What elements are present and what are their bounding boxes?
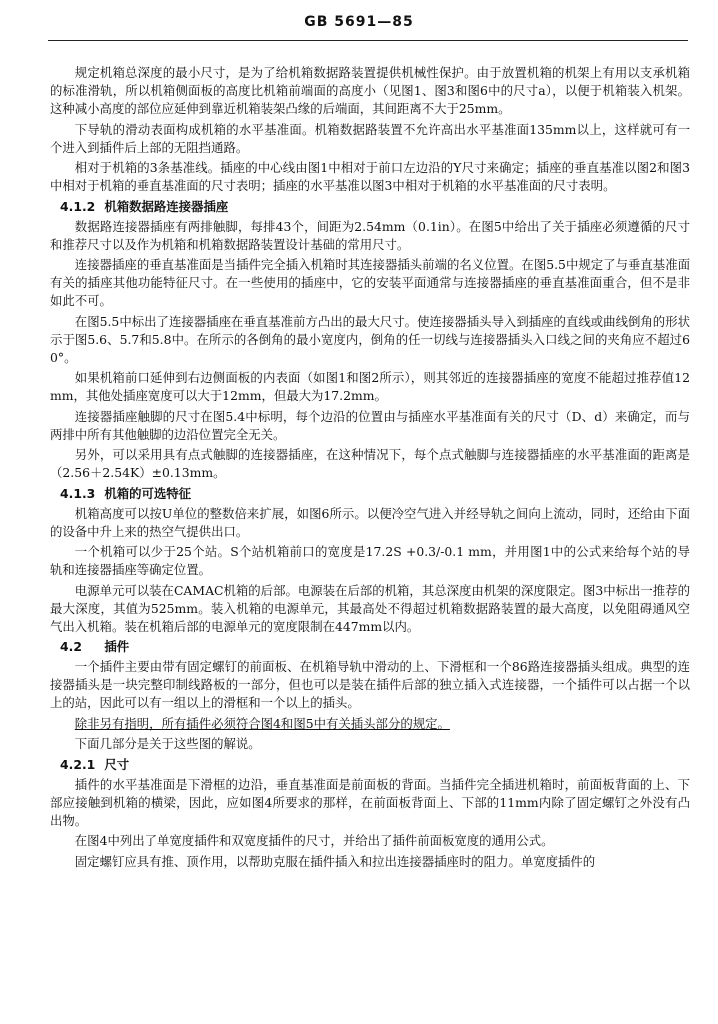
page-header: GB 5691—85 [304,14,414,30]
header-rule [48,40,688,41]
section-number: 4.2 [60,639,82,654]
section-number: 4.2.1 [60,756,96,772]
paragraph: 如果机箱前口延伸到右边侧面板的内表面（如图1和图2所示），则其邻近的连接器插座的宽度不能超过推荐值12mm，其他处插座宽度可以大于12mm，但最大为17.2mm。 [50,370,690,403]
paragraph: 电源单元可以装在CAMAC机箱的后部。电源装在后部的机箱，其总深度由机架的深度限定。图3中标出一推荐的最大深度，其值为525mm。装入机箱的电源单元，其最高处不得超过机箱数据路装置的最大高度，以免阻碍通风空气出入机箱。装在机箱后部的电源单元的宽度限制在447mm以内。 [50,582,690,634]
paragraph: 插件的水平基准面是下滑框的边沿，垂直基准面是前面板的背面。当插件完全插进机箱时，前面板背面的上、下部应接触到机箱的横梁，因此，应如图4所要求的那样，在前面板背面上、下部的11mm内除了固定螺钉之外没有凸出物。 [50,776,690,828]
paragraph: 一个机箱可以少于25个站。S个站机箱前口的宽度是17.2S +0.3/-0.1 mm，并用图1中的公式来给每个站的导轨和连接器插座等确定位置。 [50,544,690,577]
paragraph: 在图5.5中标出了连接器插座在垂直基准前方凸出的最大尺寸。使连接器插头导入到插座的直线或曲线倒角的形状示于图5.6、5.7和5.8中。在所示的各倒角的最小宽度内，倒角的任一切线与连接器插头入口线之间的夹角应不超过60°。 [50,313,690,365]
section-heading [50,756,690,774]
section-number: 4.1.3 [60,485,96,501]
paragraph: 机箱高度可以按U单位的整数倍来扩展，如图6所示。以便冷空气进入并经导轨之间向上流动，同时，还给由下面的设备中升上来的热空气提供出口。 [50,505,690,539]
paragraph: 一个插件主要由带有固定螺钉的前面板、在机箱导轨中滑动的上、下滑框和一个86路连接器插头组成。典型的连接器插头是一块完整印制线路板的一部分，但也可以是装在插件后部的独立插入式连接器，一个插件可以占据一个以上的站，因此可以有一组以上的滑框和一个以上的插头。 [50,659,690,710]
underlined-requirement: 除非另有指明，所有插件必须符合图4和图5中有关插头部分的规定。 [74,715,450,731]
paragraph: 下面几部分是关于这些图的解说。 [74,736,261,751]
section-number: 4.1.2 [60,198,96,214]
section-heading [50,198,690,216]
section-title: 尺寸 [104,756,130,772]
section-title: 机箱的可选特征 [104,485,192,501]
paragraph: 连接器插座触脚的尺寸在图5.4中标明，每个边沿的位置由与插座水平基准面有关的尺寸（D、d）来确定，而与两排中所有其他触脚的边沿位置完全无关。 [50,408,690,442]
paragraph [50,715,690,733]
section-heading [50,485,690,503]
paragraph: 连接器插座的垂直基准面是当插件完全插入机箱时其连接器插头前端的名义位置。在图5.5中规定了与垂直基准面有关的插座其他功能特征尺寸。在一些使用的插座中，它的安装平面通常与连接器插座的垂直基准面重合，但不是非如此不可。 [50,257,690,308]
paragraph: 固定螺钉应具有推、顶作用，以帮助克服在插件插入和拉出连接器插座时的阻力。单宽度插件的 [74,853,596,869]
document-body [50,64,690,873]
paragraph: 数据路连接器插座有两排触脚，每排43个，间距为2.54mm（0.1in）。在图5中给出了关于插座必须遵循的尺寸和推荐尺寸以及作为机箱和机箱数据路装置设计基础的常用尺寸。 [50,218,690,252]
paragraph: 下导轨的滑动表面构成机箱的水平基准面。机箱数据路装置不允许高出水平基准面135mm以上，这样就可有一个进入到插件后上部的无阻挡通路。 [50,121,690,155]
section-title: 机箱数据路连接器插座 [104,198,229,214]
section-heading [50,638,690,656]
paragraph: 规定机箱总深度的最小尺寸，是为了给机箱数据路装置提供机械性保护。由于放置机箱的机架上有用以支承机箱的标准滑轨，所以机箱侧面板的高度比机箱前端面的高度小（见图1、图3和图6中的尺寸a），以便于机箱装入机架。这种减小高度的部位应延伸到靠近机箱装架凸缘的后端面，其间距离不大于25mm。 [50,65,690,116]
paragraph: 在图4中列出了单宽度插件和双宽度插件的尺寸，并给出了插件前面板宽度的通用公式。 [74,833,554,848]
paragraph: 相对于机箱的3条基准线。插座的中心线由图1中相对于前口左边沿的Y尺寸来确定；插座的垂直基准以图2和图3中相对于机箱的垂直基准面的尺寸表明；插座的水平基准以图3中相对于机箱的水平基准面的尺寸表明。 [50,160,690,193]
paragraph: 另外，可以采用具有点式触脚的连接器插座，在这种情况下，每个点式触脚与连接器插座的水平基准面的距离是（2.56＋2.54K）±0.13mm。 [50,447,690,480]
section-title: 插件 [104,639,130,654]
